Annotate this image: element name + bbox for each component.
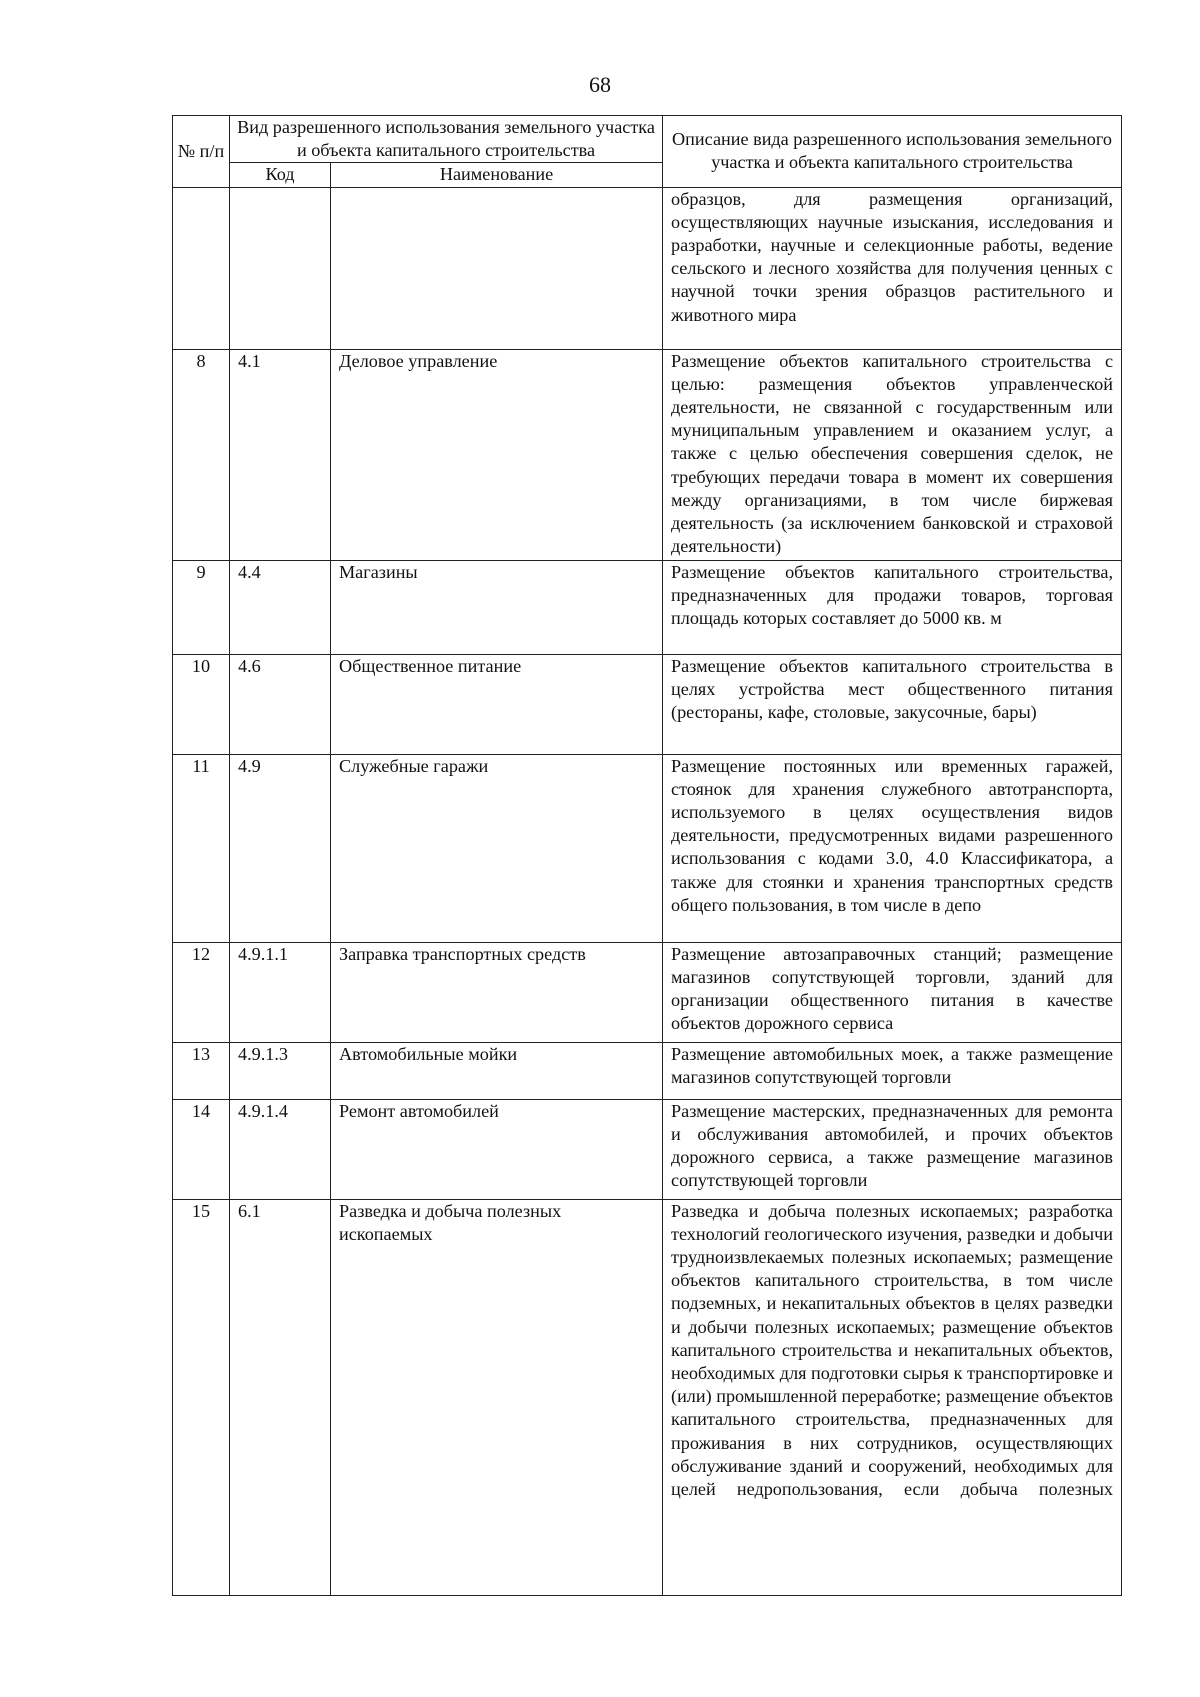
table-row [173, 1042, 1122, 1099]
row-description: Размещение объектов капитального строительства в целях устройства мест общественного питания (рестораны, кафе, столовые, закусочные, бары) [663, 654, 1122, 754]
row-name: Магазины [331, 560, 663, 654]
row-code: 4.4 [230, 560, 331, 654]
header-group: Вид разрешенного использования земельного участка и объекта капитального строительства [230, 116, 663, 163]
row-description: Размещение объектов капитального строительства с целью: размещения объектов управленческой деятельности, не связанной с государственным или муниципальным управлением и оказанием услуг, а также с целью обеспечения совершения сделок, не требующих передачи товара в момент их совершения между организациями, в том числе биржевая деятельность (за исключением банковской и страховой деятельности) [663, 349, 1122, 560]
row-code: 4.9.1.4 [230, 1099, 331, 1199]
table-row [173, 654, 1122, 754]
table-row [173, 349, 1122, 560]
row-description: Размещение автомобильных моек, а также размещение магазинов сопутствующей торговли [663, 1042, 1122, 1099]
row-num: 14 [173, 1099, 230, 1199]
row-description: Размещение постоянных или временных гаражей, стоянок для хранения служебного автотранспорта, используемого в целях осуществления видов деятельности, предусмотренных видами разрешенного использования с кодами 3.0, 4.0 Классификатора, а также для стоянки и хранения транспортных средств общего пользования, в том числе в депо [663, 754, 1122, 942]
table-row [173, 942, 1122, 1042]
row-num: 12 [173, 942, 230, 1042]
row-num [173, 187, 230, 349]
land-use-table [172, 115, 1122, 1596]
row-name: Разведка и добыча полезных ископаемых [331, 1199, 663, 1595]
row-name: Служебные гаражи [331, 754, 663, 942]
table-row [173, 754, 1122, 942]
row-code: 4.1 [230, 349, 331, 560]
row-description: образцов, для размещения организаций, осуществляющих научные изыскания, исследования и разработки, научные и селекционные работы, ведение сельского и лесного хозяйства для получения ценных с научной точки зрения образцов растительного и животного мира [663, 187, 1122, 349]
row-name: Ремонт автомобилей [331, 1099, 663, 1199]
row-description: Размещение мастерских, предназначенных для ремонта и обслуживания автомобилей, и прочих объектов дорожного сервиса, а также размещение магазинов сопутствующей торговли [663, 1099, 1122, 1199]
header-num: № п/п [173, 116, 230, 188]
table-row [173, 1099, 1122, 1199]
row-name [331, 187, 663, 349]
row-code: 4.9 [230, 754, 331, 942]
row-code: 4.9.1.3 [230, 1042, 331, 1099]
row-code [230, 187, 331, 349]
row-description: Размещение объектов капитального строительства, предназначенных для продажи товаров, торговая площадь которых составляет до 5000 кв. м [663, 560, 1122, 654]
row-num: 13 [173, 1042, 230, 1099]
table-row [173, 560, 1122, 654]
header-name: Наименование [331, 163, 663, 187]
table-row [173, 187, 1122, 349]
row-num: 10 [173, 654, 230, 754]
row-code: 4.9.1.1 [230, 942, 331, 1042]
row-description: Размещение автозаправочных станций; размещение магазинов сопутствующей торговли, зданий для организации общественного питания в качестве объектов дорожного сервиса [663, 942, 1122, 1042]
row-num: 8 [173, 349, 230, 560]
table-row [173, 1199, 1122, 1595]
row-name: Заправка транспортных средств [331, 942, 663, 1042]
row-num: 15 [173, 1199, 230, 1595]
row-code: 6.1 [230, 1199, 331, 1595]
row-description: Разведка и добыча полезных ископаемых; разработка технологий геологического изучения, разведки и добычи трудноизвлекаемых полезных ископаемых; размещение объектов капитального строительства, в том числе подземных, и некапитальных объектов в целях разведки и добычи полезных ископаемых; размещение объектов капитального строительства и некапитальных объектов, необходимых для подготовки сырья к транспортировке и (или) промышленной переработке; размещение объектов капитального строительства, предназначенных для проживания в них сотрудников, осуществляющих обслуживание зданий и сооружений, необходимых для целей недропользования, если добыча полезных [663, 1199, 1122, 1595]
row-name: Автомобильные мойки [331, 1042, 663, 1099]
header-description: Описание вида разрешенного использования земельного участка и объекта капитального строительства [663, 116, 1122, 188]
row-name: Деловое управление [331, 349, 663, 560]
row-name: Общественное питание [331, 654, 663, 754]
row-num: 11 [173, 754, 230, 942]
page-number: 68 [589, 72, 611, 97]
row-code: 4.6 [230, 654, 331, 754]
table-header [173, 116, 1122, 188]
header-code: Код [230, 163, 331, 187]
row-num: 9 [173, 560, 230, 654]
